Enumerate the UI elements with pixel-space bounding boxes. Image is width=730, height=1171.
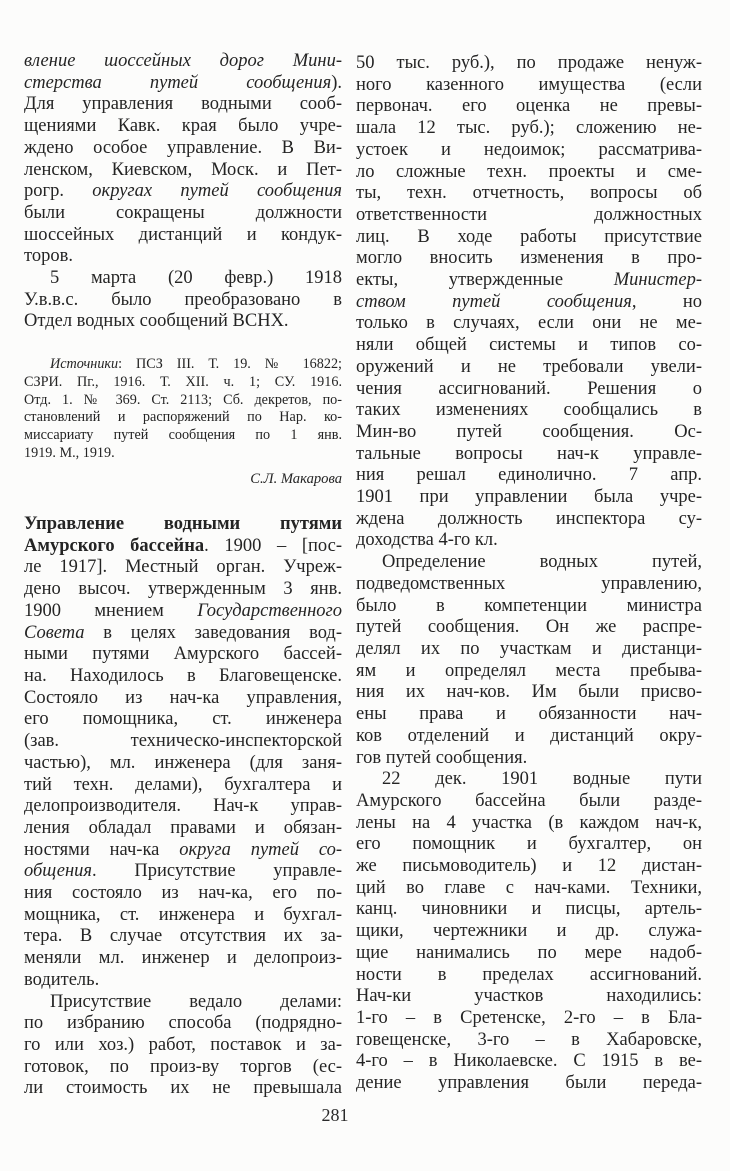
text-line: С.Л. Макарова: [250, 471, 342, 488]
text-line: лены на 4 участка (в каждом нач-к,: [356, 812, 702, 833]
text-line: ты, техн. отчетность, вопросы об: [356, 183, 702, 204]
text-line: щие нанимались по мере надоб-: [356, 942, 702, 963]
text-line: лиц. В ходе работы присутствие: [356, 226, 702, 247]
text-line: стерства путей сообщения).: [24, 72, 342, 93]
text-line: ков отделений и дистанций окру-: [356, 725, 702, 746]
text-line: ния их нач-ков. Им были присво-: [356, 682, 702, 703]
text-line: Совета в целях заведования вод-: [24, 622, 342, 643]
text-line: 1901 при управлении была учре-: [356, 487, 702, 508]
text-line: таких изменениях сообщались в: [356, 400, 702, 421]
text-line: тий техн. делами), бухгалтера и: [24, 774, 342, 795]
text-line: Определение водных путей,: [382, 552, 702, 573]
text-line: были сокращены должности: [24, 202, 342, 223]
text-line: могло вносить изменения в про-: [356, 248, 702, 269]
text-line: няли общей системы и типов со-: [356, 335, 702, 356]
text-line: торов.: [24, 246, 73, 267]
text-line: ством путей сообщения, но: [356, 291, 703, 312]
text-line: ния решал единолично. 7 апр.: [356, 465, 702, 486]
text-line: СЗРИ. Пг., 1916. Т. XII. ч. 1; СУ. 1916.: [24, 373, 342, 390]
text-line: го или хоз.) работ, поставок и за-: [24, 1034, 342, 1055]
text-line: (зав. техническо-инспекторской: [24, 731, 342, 752]
text-line: Состояло из нач-ка управления,: [24, 687, 342, 708]
text-line: дено высоч. утвержденным 3 янв.: [24, 579, 342, 600]
text-line: дение управления были переда-: [356, 1073, 702, 1094]
text-line: щениями Кавк. края было учре-: [24, 116, 342, 137]
right-column: [356, 53, 702, 1095]
text-line: его помощника, ст. инженера: [24, 709, 342, 730]
text-line: готовок, по произ-ву торгов (ес-: [24, 1056, 342, 1077]
text-line: ле 1917]. Местный орган. Учреж-: [24, 557, 342, 578]
text-line: на. Находилось в Благовещенске.: [24, 665, 342, 686]
text-line: шала 12 тыс. руб.); сложению не-: [356, 118, 702, 139]
text-line: рогр. округах путей сообщения: [24, 181, 343, 202]
text-line: 1919. М., 1919.: [24, 444, 115, 461]
text-line: было в компетенции министра: [356, 595, 702, 616]
text-line: делопроизводителя. Нач-к управ-: [24, 796, 342, 817]
text-line: оружений и не требовали увели-: [356, 356, 702, 377]
text-line: Для управления водными сооб-: [24, 94, 342, 115]
text-line: 5 марта (20 февр.) 1918: [50, 268, 342, 289]
text-line: меняли мл. инженер и делопроиз-: [24, 948, 342, 969]
text-line: подведомственных управлению,: [356, 573, 702, 594]
text-line: по избранию способа (подрядно-: [24, 1013, 342, 1034]
text-line: 22 дек. 1901 водные пути: [382, 769, 702, 790]
text-line: Источники: ПСЗ III. Т. 19. № 16822;: [50, 356, 342, 373]
text-line: 4-го – в Николаевске. С 1915 в ве-: [356, 1051, 702, 1072]
continuation-paragraph: [24, 51, 342, 333]
text-line: Амурского бассейна. 1900 – [пос-: [24, 535, 342, 556]
left-column: [24, 51, 342, 1100]
text-line: говещенске, 3-го – в Хабаровске,: [356, 1029, 702, 1050]
text-line: ленском, Киевском, Моск. и Пет-: [24, 159, 342, 180]
text-line: 1-го – в Сретенске, 2-го – в Бла-: [356, 1007, 702, 1028]
text-line: же письмоводитель) и 12 дистан-: [356, 856, 702, 877]
text-line: доходства 4-го кл.: [356, 530, 498, 551]
page-number: 281: [321, 1105, 349, 1125]
text-line: Отд. 1. № 369. Ст. 2113; Сб. декретов, по-: [24, 391, 342, 408]
text-line: вление шоссейных дорог Мини-: [24, 51, 342, 71]
text-line: тальные вопросы нач-к управле-: [356, 443, 702, 464]
text-line: ного казенного имущества (если: [356, 74, 702, 95]
text-line: Мин-во путей сообщения. Ос-: [356, 421, 702, 442]
text-line: щики, чертежники и др. служа-: [356, 921, 702, 942]
text-line: ответственности должностных: [356, 204, 702, 225]
text-line: путей сообщения. Он же распре-: [356, 617, 702, 638]
text-line: устоек и недоимок; рассматрива-: [356, 139, 702, 160]
text-line: гов путей сообщения.: [356, 747, 528, 768]
text-line: ены права и обязанности нач-: [356, 704, 702, 725]
column-text: [356, 53, 702, 1095]
text-line: У.в.в.с. было преобразовано в: [24, 289, 342, 310]
text-line: 1900 мнением Государственного: [24, 600, 342, 621]
text-line: тера. В случае отсутствия их за-: [24, 926, 342, 947]
text-line: Амурского бассейна были разде-: [356, 790, 702, 811]
text-line: миссариату путей сообщения по 1 янв.: [24, 426, 342, 443]
text-line: общения. Присутствие управле-: [24, 861, 342, 882]
text-line: делял их по участкам и дистанци-: [356, 638, 702, 659]
text-line: частью), мл. инженера (для заня-: [24, 752, 342, 773]
text-line: Нач-ки участков находились:: [356, 986, 702, 1007]
text-line: чения ассигнований. Решения о: [356, 378, 702, 399]
text-line: только в случаях, если они не ме-: [356, 313, 702, 334]
text-line: ло сложные техн. проекты и сме-: [356, 161, 702, 182]
text-line: ными путями Амурского бассей-: [24, 644, 342, 665]
text-line: Присутствие ведало делами:: [50, 991, 342, 1012]
text-line: екты, утвержденные Министер-: [356, 270, 702, 291]
text-line: первонач. его оценка не превы-: [356, 96, 702, 117]
text-line: ям и определял места пребыва-: [356, 660, 702, 681]
text-line: мощника, ст. инженера и бухгал-: [24, 904, 342, 925]
sources-paragraph: [24, 356, 342, 462]
entry-paragraph: [24, 514, 342, 1100]
text-line: Отдел водных сообщений ВСНХ.: [24, 311, 289, 332]
text-line: ния состояло из нач-ка, его по-: [24, 883, 342, 904]
text-line: Управление водными путями: [24, 514, 342, 535]
text-line: его помощник и бухгалтер, он: [356, 834, 702, 855]
text-line: ций во главе с нач-ками. Техники,: [356, 877, 702, 898]
text-line: 50 тыс. руб.), по продаже ненуж-: [356, 53, 702, 73]
text-line: ждена должность инспектора су-: [356, 508, 702, 529]
text-line: шоссейных дистанций и кондук-: [24, 224, 342, 245]
text-line: ждено особое управление. В Ви-: [24, 137, 342, 158]
text-line: водитель.: [24, 969, 100, 990]
text-line: ления обладал правами и обязан-: [24, 817, 342, 838]
text-line: ностями нач-ка округа путей со-: [24, 839, 342, 860]
text-line: ли стоимость их не превышала: [24, 1078, 342, 1099]
text-line: становлений и распоряжений по Нар. ко-: [24, 409, 342, 426]
author-signature: [24, 471, 342, 489]
text-line: канц. чиновники и писцы, артель-: [356, 899, 702, 920]
text-line: ности в пределах ассигнований.: [356, 964, 702, 985]
